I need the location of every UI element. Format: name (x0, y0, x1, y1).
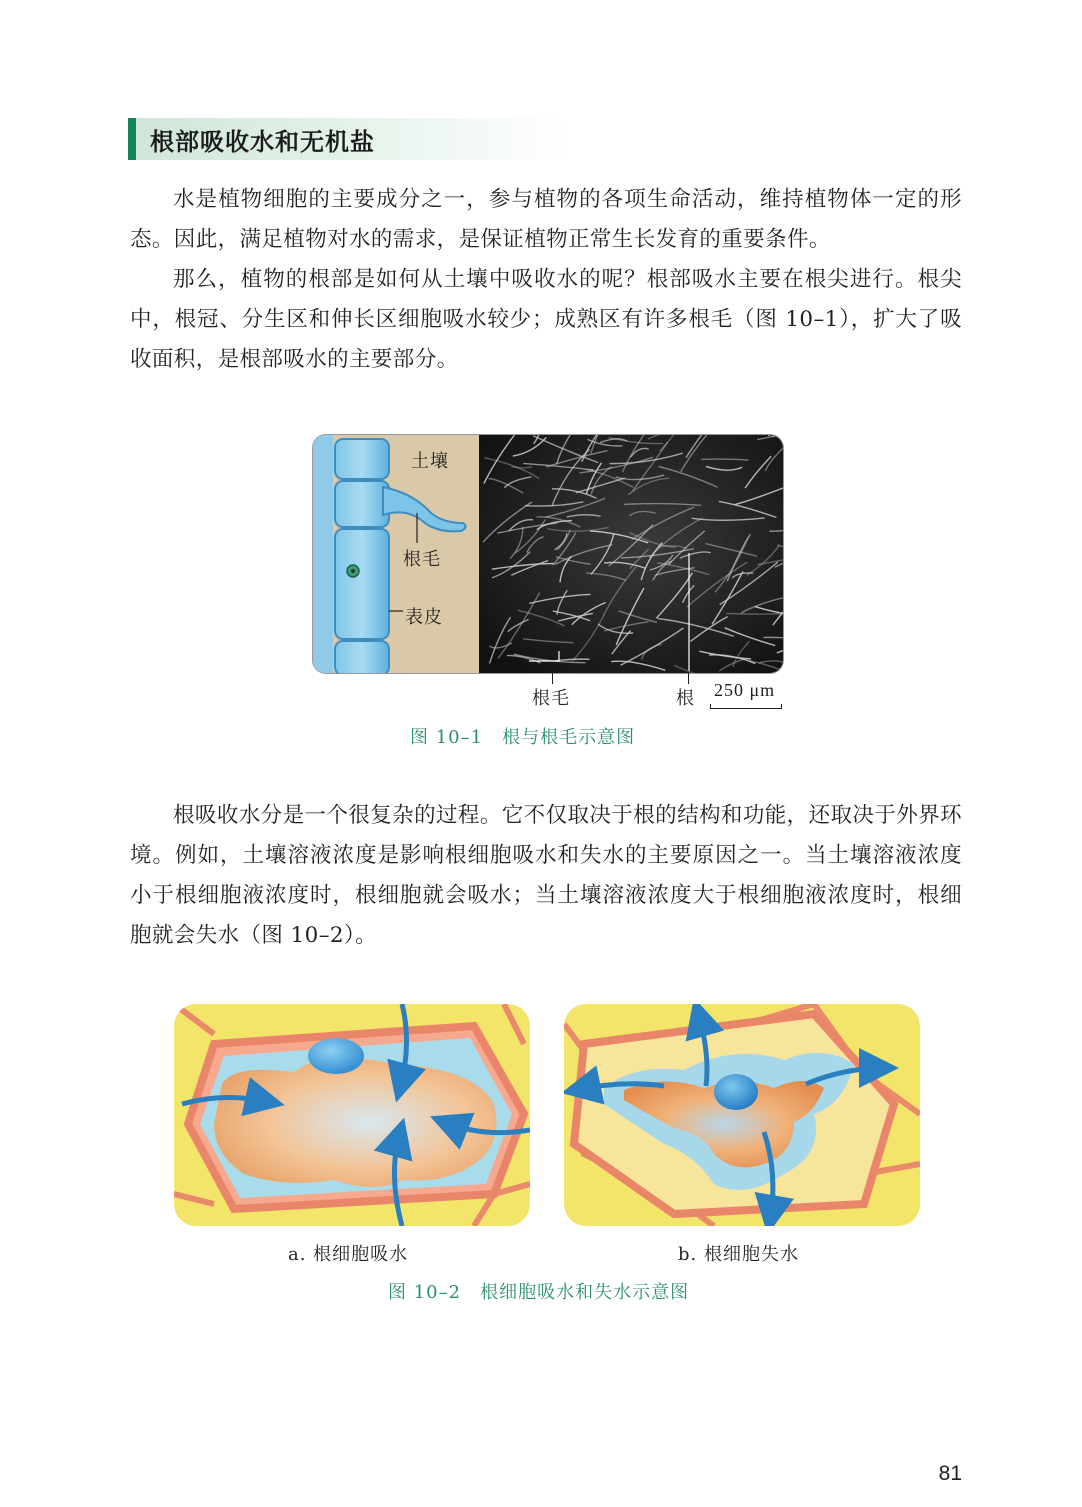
figure-caption: 图 10–1 根与根毛示意图 (410, 727, 636, 748)
paragraph: 根吸收水分是一个很复杂的过程。它不仅取决于根的结构和功能，还取决于外界环境。例如，土壤溶液浓度是影响根细胞吸水和失水的主要原因之一。当土壤溶液浓度小于根细胞液浓度时，根细胞就会吸水；当土壤溶液浓度大于根细胞液浓度时，根细胞就会失水（图 10–2）。 (130, 803, 962, 948)
root-hair-label: 根毛 (403, 549, 441, 570)
root-hair-illustration (313, 435, 783, 673)
section-title: 根部吸收水和无机盐 (150, 128, 375, 156)
page-number: 81 (938, 1462, 962, 1485)
root-hair-fiber (773, 435, 783, 437)
root-hair-photo-label: 根毛 (532, 688, 570, 709)
cell-lose-illustration (564, 1004, 920, 1226)
scale-bar (710, 704, 782, 709)
paragraph: 水是植物细胞的主要成分之一，参与植物的各项生命活动，维持植物体一定的形态。因此，满足植物对水的需求，是保证植物正常生长发育的重要条件。 (130, 187, 962, 252)
root-hair-figure (312, 434, 784, 674)
root-label: 根 (676, 688, 695, 709)
sub-caption-a: a. 根细胞吸水 (288, 1244, 409, 1265)
figure-caption: 图 10–2 根细胞吸水和失水示意图 (388, 1282, 690, 1303)
scale-bar-label: 250 μm (714, 680, 776, 700)
leader-line (552, 672, 553, 684)
sub-caption-b: b. 根细胞失水 (678, 1244, 799, 1265)
cell-lose-water-figure (564, 1004, 920, 1226)
cell-absorb-illustration (174, 1004, 530, 1226)
cell-absorb-water-figure (174, 1004, 530, 1226)
section-header (128, 118, 568, 160)
paragraph: 那么，植物的根部是如何从土壤中吸收水的呢？根部吸水主要在根尖进行。根尖中，根冠、分生区和伸长区细胞吸水较少；成熟区有许多根毛（图 10–1），扩大了吸收面积，是根部吸水的主要部分。 (130, 267, 962, 372)
leader-line (688, 672, 689, 684)
soil-label: 土壤 (411, 451, 449, 472)
root-hair-fiber (726, 613, 783, 614)
epidermis-label: 表皮 (405, 607, 443, 628)
